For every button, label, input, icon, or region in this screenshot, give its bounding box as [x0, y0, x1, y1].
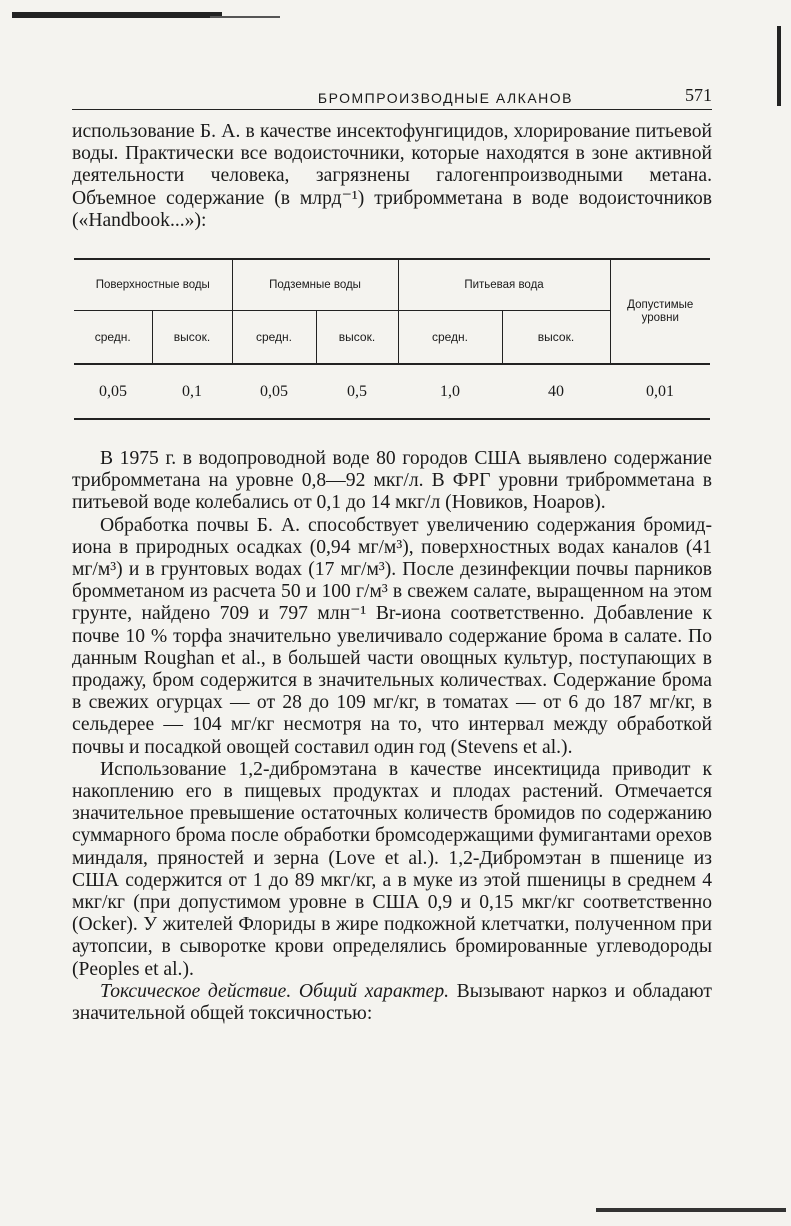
section-heading-italic: Токсическое действие. Общий характер.: [100, 980, 450, 1002]
toxic-action-text: Вызывают наркоз и обладают значительной общей токсичностью:: [72, 980, 712, 1025]
table-row: [74, 364, 710, 419]
header-drinking-water: Питьевая вода: [398, 259, 610, 311]
cell-surface-mean: 0,05: [74, 364, 152, 419]
cell-ground-mean: 0,05: [232, 364, 316, 419]
paragraph-usa-frg: В 1975 г. в водопроводной воде 80 городов США выявлено содержание трибромметана на уровне 0,8—92 мкг/л. В ФРГ уровни трибромметана в питьевой воде колебались от 0,1 до 14 мкг/л (Новиков, Ноаров).: [72, 448, 712, 514]
subheader-surface-mean: средн.: [94, 329, 131, 344]
header-permissible-levels: Допустимые уровни: [610, 259, 710, 364]
paragraph-toxic-action: [72, 981, 712, 1025]
subheader-ground-mean: средн.: [232, 311, 316, 365]
scan-edge-bottom: [596, 1208, 786, 1212]
cell-drinking-mean: 1,0: [398, 364, 502, 419]
scan-edge-top-thin: [210, 16, 280, 18]
running-title: БРОМПРОИЗВОДНЫЕ АЛКАНОВ: [317, 90, 573, 106]
cell-surface-high: 0,1: [152, 364, 232, 419]
header-surface-water: Поверхностные воды: [74, 259, 232, 311]
scan-edge-right: [777, 26, 781, 106]
subheader-drinking-high: высок.: [502, 311, 610, 365]
cell-drinking-high: 40: [502, 364, 610, 419]
cell-ground-high: 0,5: [316, 364, 398, 419]
book-page: [72, 82, 712, 1025]
subheader-ground-high: высок.: [316, 311, 398, 365]
tribromomethane-table: [74, 258, 710, 420]
cell-permissible-level: 0,01: [610, 364, 710, 419]
running-header: [72, 82, 712, 110]
scan-edge-top: [12, 12, 222, 18]
subheader-surface-high: высок.: [152, 311, 232, 365]
paragraph-soil-treatment: Обработка почвы Б. А. способствует увеличению содержания бромид-иона в природных осадках (0,94 мг/м³), поверхностных водах каналов (41 мг/м³) и в грунтовых водах (17 мг/м³). После дезинфекции почвы парников бромметаном из расчета 50 и 100 г/м³ в свежем салате, выращенном на этом грунте, найдено 709 и 797 млн⁻¹ Br-иона соответственно. Добавление к почве 10 % торфа значительно увеличивало содержание брома в салате. По данным Roughan et al., в большей части овощных культур, поступающих в продажу, бром содержится в значительных количествах. Содержание брома в свежих огурцах — от 28 до 109 мг/кг, в томатах — от 6 до 187 мг/кг, в сельдерее — 104 мг/кг несмотря на то, что интервал между обработкой почвы и посадкой овощей составил один год (Stevens et al.).: [72, 514, 712, 758]
intro-paragraph: использование Б. А. в качестве инсектофунгицидов, хлорирование питьевой воды. Практически все водоисточники, которые находятся в зоне активной деятельности человека, загрязнены галогенпроизводными метана. Объемное содержание (в млрд⁻¹) трибромметана в воде водоисточников («Handbook...»):: [72, 121, 712, 231]
page-number: 571: [685, 85, 712, 105]
subheader-drinking-mean: средн.: [398, 311, 502, 365]
paragraph-dibromoethane: Использование 1,2-дибромэтана в качестве инсектицида приводит к накоплению его в пищевых продуктах и плодах растений. Отмечается значительное превышение остаточных количеств бромидов по содержанию суммарного брома после обработки бромсодержащими фумигантами орехов миндаля, пряностей и зерна (Love et al.). 1,2-Дибромэтан в пшенице из США содержится от 1 до 89 мкг/кг, а в муке из этой пшеницы в среднем 4 мкг/кг (при допустимом уровне в США 0,9 и 0,15 мкг/кг соответственно (Ocker). У жителей Флориды в жире подкожной клетчатки, полученном при аутопсии, в сыворотке крови определялись бромированные углеводороды (Peoples et al.).: [72, 758, 712, 980]
header-groundwater: Подземные воды: [232, 259, 398, 311]
